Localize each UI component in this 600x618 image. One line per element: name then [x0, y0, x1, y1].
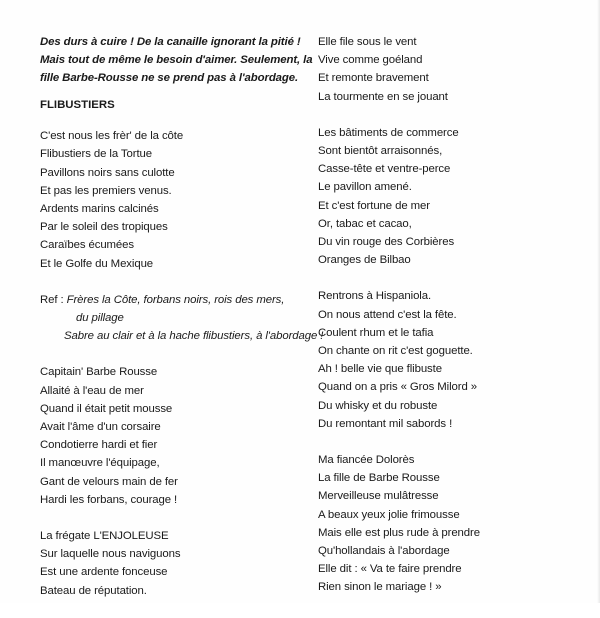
verse-line: Les bâtiments de commerce [318, 126, 459, 139]
verse-line: Ma fiancée Dolorès [318, 454, 415, 467]
verse-line: Avait l'âme d'un corsaire [40, 421, 161, 434]
right-column [318, 33, 578, 615]
verse-line: Casse-tête et ventre-perce [318, 163, 451, 176]
intro-line: fille Barbe-Rousse ne se prend pas à l'abordage. [40, 72, 299, 84]
verse-line: Et remonte bravement [318, 72, 429, 85]
verse-line: Quand il était petit mousse [40, 402, 173, 415]
verse-line: On nous attend c'est la fête. [318, 308, 457, 321]
verse-line: Rien sinon le mariage ! » [318, 581, 442, 594]
verse-line: Vive comme goéland [318, 54, 423, 67]
verse-line: Merveilleuse mulâtresse [318, 490, 439, 503]
verse-line: Bateau de réputation. [40, 584, 147, 597]
verse-line: La fille de Barbe Rousse [318, 472, 440, 485]
intro-line: Mais tout de même le besoin d'aimer. Seulement, la [40, 54, 313, 66]
verse-line: Sont bientôt arraisonnés, [318, 145, 443, 158]
verse-line: Et c'est fortune de mer [318, 199, 430, 212]
verse-line: Du vin rouge des Corbières [318, 236, 455, 249]
verse-line: Par le soleil des tropiques [40, 221, 168, 234]
verse-line: Du remontant mil sabords ! [318, 417, 453, 430]
stanza-5 [318, 124, 578, 270]
verse-line: Or, tabac et cacao, [318, 217, 412, 230]
verse-line: Qu'hollandais à l'abordage [318, 545, 450, 558]
refrain [40, 291, 324, 346]
verse-line: Sur laquelle nous naviguons [40, 548, 181, 561]
verse-line: La tourmente en se jouant [318, 90, 448, 103]
verse-line: Ardents marins calcinés [40, 203, 159, 216]
verse-line: Quand on a pris « Gros Milord » [318, 381, 477, 394]
verse-line: Le pavillon amené. [318, 181, 412, 194]
verse-line: C'est nous les frèr' de la côte [40, 130, 184, 143]
verse-line: Et pas les premiers venus. [40, 184, 172, 197]
refrain-line: du pillage [76, 312, 124, 325]
verse-line: Allaité à l'eau de mer [40, 384, 144, 397]
verse-line: Mais elle est plus rude à prendre [318, 526, 480, 539]
verse-line: Condotierre hardi et fier [40, 439, 158, 452]
left-column [40, 33, 324, 618]
verse-line: Rentrons à Hispaniola. [318, 290, 432, 303]
verse-line: Caraïbes écumées [40, 239, 135, 252]
verse-line: Est une ardente fonceuse [40, 566, 168, 579]
stanza-2 [40, 363, 300, 509]
stanza-6 [318, 287, 578, 433]
verse-line: Pavillons noirs sans culotte [40, 166, 175, 179]
intro-text [40, 33, 313, 87]
verse-line: Gant de velours main de fer [40, 475, 178, 488]
refrain-text: Frères la Côte, forbans noirs, rois des mers, [66, 293, 285, 306]
verse-line: A beaux yeux jolie frimousse [318, 508, 460, 521]
verse-line: Capitain' Barbe Rousse [40, 366, 158, 379]
verse-line: Elle file sous le vent [318, 36, 417, 48]
verse-line: Ah ! belle vie que flibuste [318, 363, 442, 376]
stanza-7 [318, 451, 578, 597]
stanza-1 [40, 127, 300, 273]
verse-line: Elle dit : « Va te faire prendre [318, 563, 462, 576]
verse-line: Hardi les forbans, courage ! [40, 493, 178, 506]
verse-line: Flibustiers de la Tortue [40, 148, 152, 161]
verse-line: Du whisky et du robuste [318, 399, 438, 412]
verse-line: Coulent rhum et le tafia [318, 326, 434, 339]
stanza-4 [318, 33, 578, 106]
verse-line: Et le Golfe du Mexique [40, 257, 154, 270]
verse-line: Oranges de Bilbao [318, 254, 411, 267]
stanza-3 [40, 527, 300, 600]
refrain-line [40, 291, 300, 309]
refrain-prefix: Ref : [40, 293, 67, 306]
song-title: FLIBUSTIERS [40, 99, 115, 111]
verse-line: La frégate L'ENJOLEUSE [40, 530, 169, 543]
refrain-line: Sabre au clair et à la hache flibustiers, à l'abordage ! [64, 330, 324, 343]
intro-line: Des durs à cuire ! De la canaille ignorant la pitié ! [40, 36, 301, 48]
verse-line: Il manœuvre l'équipage, [40, 457, 160, 470]
verse-line: On chante on rit c'est goguette. [318, 345, 473, 358]
